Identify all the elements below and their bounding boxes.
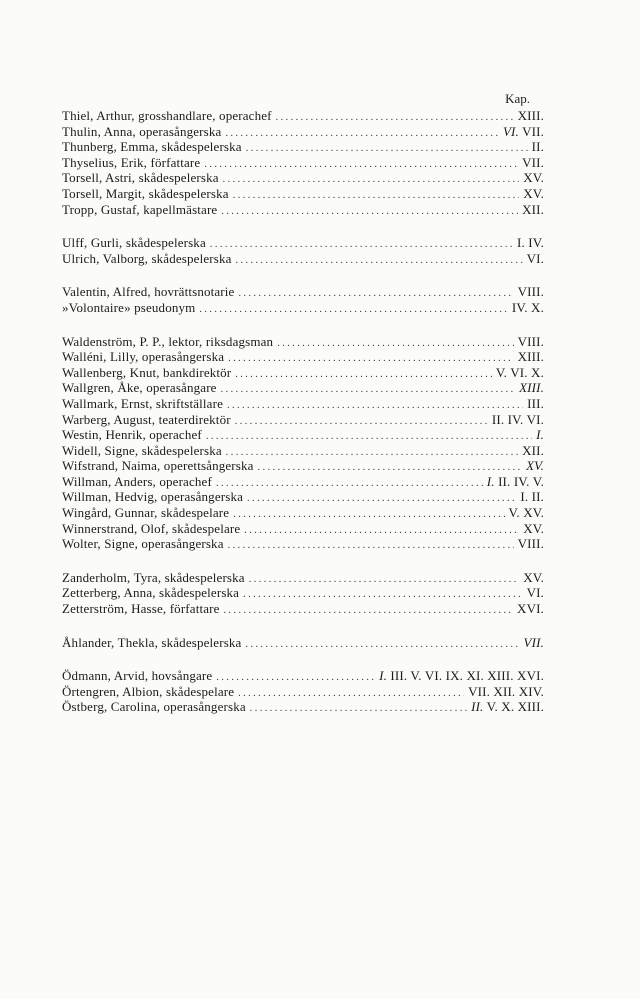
entry-name: Widell, Signe, skådespelerska — [62, 442, 222, 458]
dot-leader — [258, 460, 523, 476]
dot-leader — [223, 172, 520, 188]
entry-name: Westin, Henrik, operachef — [62, 427, 202, 443]
dot-leader — [216, 670, 375, 686]
entry-name: Zanderholm, Tyra, skådespelerska — [62, 569, 245, 585]
index-entry — [62, 300, 544, 316]
chapter-refs — [492, 412, 544, 428]
chapter-refs — [509, 505, 544, 521]
chapter-ref: VI. — [526, 585, 544, 601]
kap-column-header: Kap. — [505, 91, 530, 106]
chapter-ref: VII. — [522, 154, 544, 170]
dot-leader — [247, 491, 516, 507]
dot-leader — [238, 686, 464, 702]
entry-name: Wallenberg, Knut, bankdirektör — [62, 364, 232, 380]
chapter-refs — [503, 124, 544, 140]
entry-name: Thyselius, Erik, författare — [62, 154, 201, 170]
index-groups — [62, 108, 544, 715]
entry-name: Waldenström, P. P., lektor, riksdagsman — [62, 333, 274, 349]
chapter-refs — [468, 684, 544, 700]
chapter-ref: III. V. VI. IX. XI. XIII. XVI. — [386, 668, 544, 684]
chapter-refs — [379, 668, 544, 684]
chapter-ref: VI. — [526, 250, 544, 266]
entry-name: Wifstrand, Naima, operettsångerska — [62, 458, 254, 474]
chapter-ref: I. — [486, 473, 495, 489]
chapter-refs — [520, 489, 544, 505]
chapter-ref: XVI. — [517, 601, 544, 617]
dot-leader — [233, 188, 520, 204]
chapter-ref: XV. — [523, 569, 544, 585]
dot-leader — [206, 429, 532, 445]
index-entry — [62, 412, 544, 428]
entry-name: Zetterberg, Anna, skådespelerska — [62, 585, 240, 601]
chapter-refs — [512, 300, 544, 316]
chapter-ref: VIII. — [517, 333, 544, 349]
entry-name: Torsell, Astri, skådespelerska — [62, 170, 219, 186]
entry-name: Wallgren, Åke, operasångare — [62, 380, 217, 396]
index-entry — [62, 536, 544, 552]
chapter-ref: V. XV. — [508, 505, 544, 521]
chapter-refs — [526, 458, 544, 474]
chapter-ref: XV. — [523, 520, 544, 536]
chapter-refs — [517, 235, 544, 251]
chapter-refs — [518, 536, 544, 552]
chapter-refs — [532, 139, 544, 155]
index-entry — [62, 284, 544, 300]
index-entry — [62, 251, 544, 267]
chapter-refs — [496, 365, 544, 381]
index-entry — [62, 635, 544, 651]
dot-leader — [249, 572, 519, 588]
entry-name: Valentin, Alfred, hovrättsnotarie — [62, 284, 235, 300]
index-entry — [62, 186, 544, 202]
chapter-ref: II. — [531, 139, 544, 155]
dot-leader — [216, 476, 483, 492]
chapter-refs — [487, 474, 544, 490]
index-group — [62, 108, 544, 217]
entry-name: Winnerstrand, Olof, skådespelare — [62, 520, 241, 536]
chapter-ref: VII. XII. XIV. — [468, 683, 544, 699]
chapter-refs — [519, 380, 544, 396]
dot-leader — [235, 367, 492, 383]
chapter-refs — [471, 699, 544, 715]
dot-leader — [235, 414, 488, 430]
entry-name: Ulff, Gurli, skådespelerska — [62, 235, 206, 251]
entry-name: Örtengren, Albion, skådespelare — [62, 683, 235, 699]
dot-leader — [243, 587, 522, 603]
index-entry — [62, 601, 544, 617]
chapter-refs — [518, 108, 544, 124]
chapter-ref: VIII. — [517, 536, 544, 552]
entry-name: Wingård, Gunnar, skådespelare — [62, 505, 230, 521]
index-group — [62, 635, 544, 651]
chapter-ref: II. IV. V. — [494, 473, 544, 489]
dot-leader — [238, 286, 513, 302]
chapter-ref: XIII. — [517, 349, 544, 365]
chapter-ref: XII. — [522, 201, 544, 217]
index-entry — [62, 521, 544, 537]
chapter-ref: VII. — [518, 123, 544, 139]
dot-leader — [228, 351, 513, 367]
index-entry — [62, 570, 544, 586]
index-entry — [62, 155, 544, 171]
index-entry — [62, 505, 544, 521]
entry-name: Thunberg, Emma, skådespelerska — [62, 139, 242, 155]
index-entry — [62, 349, 544, 365]
index-entry — [62, 170, 544, 186]
chapter-refs — [518, 284, 544, 300]
index-entry — [62, 396, 544, 412]
chapter-ref: II. — [471, 699, 484, 715]
index-entry — [62, 699, 544, 715]
chapter-ref: I. II. — [520, 489, 544, 505]
dot-leader — [245, 637, 519, 653]
dot-leader — [228, 538, 514, 554]
entry-name: »Volontaire» pseudonym — [62, 299, 196, 315]
dot-leader — [221, 204, 518, 220]
chapter-ref: I. IV. — [516, 235, 544, 251]
dot-leader — [277, 336, 513, 352]
dot-leader — [246, 141, 528, 157]
index-entry — [62, 458, 544, 474]
chapter-ref: VI. — [502, 123, 519, 139]
index-entry — [62, 365, 544, 381]
index-entry — [62, 139, 544, 155]
chapter-refs — [522, 155, 544, 171]
chapter-refs — [518, 334, 544, 350]
chapter-refs — [522, 202, 544, 218]
dot-leader — [221, 382, 515, 398]
chapter-ref: XII. — [522, 442, 544, 458]
dot-leader — [233, 507, 504, 523]
chapter-refs — [523, 170, 544, 186]
chapter-refs — [527, 251, 544, 267]
index-entry — [62, 380, 544, 396]
entry-name: Wallmark, Ernst, skriftställare — [62, 395, 223, 411]
index-entry — [62, 489, 544, 505]
entry-name: Walléni, Lilly, operasångerska — [62, 349, 225, 365]
index-entry — [62, 443, 544, 459]
chapter-refs — [527, 585, 544, 601]
chapter-ref: V. X. XIII. — [483, 699, 544, 715]
dot-leader — [224, 603, 513, 619]
index-entry — [62, 427, 544, 443]
dot-leader — [226, 445, 518, 461]
entry-name: Ödmann, Arvid, hovsångare — [62, 668, 213, 684]
entry-name: Östberg, Carolina, operasångerska — [62, 699, 246, 715]
chapter-ref: VIII. — [517, 284, 544, 300]
entry-name: Zetterström, Hasse, författare — [62, 601, 220, 617]
dot-leader — [204, 157, 518, 173]
index-entry — [62, 235, 544, 251]
entry-name: Warberg, August, teaterdirektör — [62, 411, 231, 427]
chapter-ref: XIII. — [519, 380, 544, 396]
index-group — [62, 334, 544, 552]
chapter-ref: I. — [379, 668, 387, 684]
entry-name: Åhlander, Thekla, skådespelerska — [62, 634, 242, 650]
chapter-refs — [523, 570, 544, 586]
index-entry — [62, 108, 544, 124]
chapter-refs — [517, 601, 544, 617]
chapter-refs — [527, 396, 544, 412]
index-page — [62, 90, 544, 733]
index-entry — [62, 668, 544, 684]
index-entry — [62, 474, 544, 490]
dot-leader — [210, 237, 513, 253]
index-group — [62, 668, 544, 715]
entry-name: Tropp, Gustaf, kapellmästare — [62, 201, 218, 217]
dot-leader — [276, 110, 514, 126]
chapter-ref: XV. — [526, 458, 544, 474]
entry-name: Wolter, Signe, operasångerska — [62, 536, 224, 552]
chapter-refs — [523, 521, 544, 537]
chapter-ref: VII. — [523, 634, 544, 650]
dot-leader — [225, 126, 499, 142]
entry-name: Thiel, Arthur, grosshandlare, operachef — [62, 108, 272, 123]
index-entry — [62, 334, 544, 350]
index-group — [62, 570, 544, 617]
chapter-refs — [522, 443, 544, 459]
chapter-ref: III. — [527, 395, 544, 411]
chapter-ref: XV. — [523, 170, 544, 186]
index-group — [62, 284, 544, 315]
entry-name: Willman, Anders, operachef — [62, 473, 212, 489]
dot-leader — [244, 523, 519, 539]
chapter-refs — [524, 635, 544, 651]
chapter-refs — [518, 349, 544, 365]
dot-leader — [250, 701, 467, 717]
index-entry — [62, 202, 544, 218]
chapter-refs — [523, 186, 544, 202]
entry-name: Willman, Hedvig, operasångerska — [62, 489, 244, 505]
index-entry — [62, 684, 544, 700]
chapter-ref: I. — [536, 427, 544, 443]
dot-leader — [199, 302, 507, 318]
chapter-ref: II. IV. VI. — [491, 411, 544, 427]
chapter-ref: XV. — [523, 185, 544, 201]
dot-leader — [236, 253, 523, 269]
entry-name: Thulin, Anna, operasångerska — [62, 123, 222, 139]
entry-name: Ulrich, Valborg, skådespelerska — [62, 250, 232, 266]
index-entry — [62, 124, 544, 140]
chapter-refs — [536, 427, 544, 443]
entry-name: Torsell, Margit, skådespelerska — [62, 185, 229, 201]
chapter-ref: XIII. — [517, 108, 544, 123]
chapter-ref: IV. X. — [511, 299, 544, 315]
index-entry — [62, 585, 544, 601]
chapter-ref: V. VI. X. — [495, 364, 544, 380]
dot-leader — [227, 398, 523, 414]
index-group — [62, 235, 544, 266]
